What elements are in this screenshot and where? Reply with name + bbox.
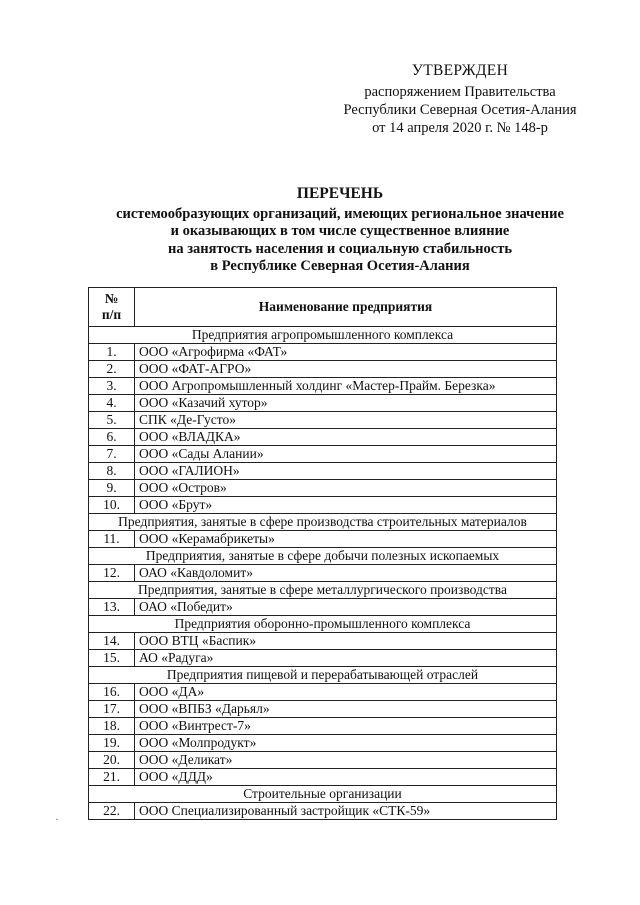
table-row [89, 446, 557, 463]
table-row [89, 701, 557, 718]
table-row [89, 378, 557, 395]
row-number: 18. [89, 718, 135, 735]
organization-name: ООО «Агрофирма «ФАТ» [135, 344, 557, 361]
table-header-row [89, 288, 557, 327]
organization-name: ОАО «Кавдоломит» [135, 565, 557, 582]
organization-name: ООО «ГАЛИОН» [135, 463, 557, 480]
organization-name: ООО ВТЦ «Баспик» [135, 633, 557, 650]
table-row [89, 599, 557, 616]
table-row [89, 463, 557, 480]
section-title: Строительные организации [89, 786, 557, 803]
organization-name: ООО «Керамабрикеты» [135, 531, 557, 548]
row-number: 1. [89, 344, 135, 361]
document-heading [60, 185, 620, 276]
organization-name: АО «Радуга» [135, 650, 557, 667]
organization-name: ООО «Казачий хутор» [135, 395, 557, 412]
row-number: 6. [89, 429, 135, 446]
table-row [89, 361, 557, 378]
row-number: 4. [89, 395, 135, 412]
row-number: 13. [89, 599, 135, 616]
row-number: 12. [89, 565, 135, 582]
organization-name: СПК «Де-Густо» [135, 412, 557, 429]
row-number: 3. [89, 378, 135, 395]
row-number: 10. [89, 497, 135, 514]
table-row [89, 735, 557, 752]
margin-mark: · [55, 812, 59, 826]
row-number: 19. [89, 735, 135, 752]
organization-name: ООО «ВПБЗ «Дарьял» [135, 701, 557, 718]
approval-line-1: распоряжением Правительства [364, 84, 556, 100]
heading-line-3: на занятость населения и социальную стабильность [167, 240, 513, 257]
table-row [89, 752, 557, 769]
table-row [89, 395, 557, 412]
table-body [89, 327, 557, 820]
organization-name: ООО «ДА» [135, 684, 557, 701]
row-number: 8. [89, 463, 135, 480]
organization-name: ООО Специализированный застройщик «СТК-59» [135, 803, 557, 820]
section-row [89, 548, 557, 565]
organization-name: ООО «Брут» [135, 497, 557, 514]
row-number: 21. [89, 769, 135, 786]
organization-name: ОАО «Победит» [135, 599, 557, 616]
table-row [89, 718, 557, 735]
document-title: ПЕРЕЧЕНЬ [296, 185, 384, 202]
section-row [89, 667, 557, 684]
table-row [89, 429, 557, 446]
section-row [89, 582, 557, 599]
section-title: Предприятия оборонно-промышленного комплекса [89, 616, 557, 633]
row-number: 2. [89, 361, 135, 378]
row-number: 5. [89, 412, 135, 429]
table-row [89, 565, 557, 582]
approval-stamp [330, 62, 590, 137]
row-number: 20. [89, 752, 135, 769]
section-row [89, 786, 557, 803]
approval-line-2: Республики Северная Осетия-Алания [343, 102, 577, 118]
table-row [89, 480, 557, 497]
organization-name: ООО «Остров» [135, 480, 557, 497]
table-row [89, 633, 557, 650]
organizations-table [88, 287, 557, 820]
row-number: 9. [89, 480, 135, 497]
section-title: Предприятия агропромышленного комплекса [89, 327, 557, 344]
table-row [89, 769, 557, 786]
row-number: 22. [89, 803, 135, 820]
table-row [89, 412, 557, 429]
section-title: Предприятия, занятые в сфере добычи полезных ископаемых [89, 548, 557, 565]
section-row [89, 514, 557, 531]
table-row [89, 684, 557, 701]
heading-line-4: в Республике Северная Осетия-Алания [210, 258, 470, 274]
header-number-abbr: п/п [101, 307, 122, 322]
organization-name: ООО «Винтрест-7» [135, 718, 557, 735]
organization-name: ООО «Деликат» [135, 752, 557, 769]
row-number: 15. [89, 650, 135, 667]
table-row [89, 531, 557, 548]
header-number-sign: № [104, 291, 119, 306]
row-number: 17. [89, 701, 135, 718]
section-title: Предприятия пищевой и перерабатывающей отраслей [89, 667, 557, 684]
heading-line-2: и оказывающих в том числе существенное влияние [170, 223, 510, 239]
section-title: Предприятия, занятые в сфере металлургического производства [89, 582, 557, 599]
row-number: 7. [89, 446, 135, 463]
section-title: Предприятия, занятые в сфере производства строительных материалов [89, 514, 557, 531]
table-row [89, 803, 557, 820]
approved-title: УТВЕРЖДЕН [411, 62, 509, 79]
table-row [89, 344, 557, 361]
organization-name: ООО «Молпродукт» [135, 735, 557, 752]
organization-name: ООО «ВЛАДКА» [135, 429, 557, 446]
organization-name: ООО «ДДД» [135, 769, 557, 786]
table-row [89, 497, 557, 514]
row-number: 11. [89, 531, 135, 548]
header-name: Наименование предприятия [135, 288, 557, 327]
header-number [89, 288, 135, 327]
organization-name: ООО «Сады Алании» [135, 446, 557, 463]
heading-line-1: системообразующих организаций, имеющих региональное значение [116, 205, 564, 222]
section-row [89, 327, 557, 344]
row-number: 16. [89, 684, 135, 701]
row-number: 14. [89, 633, 135, 650]
table-row [89, 650, 557, 667]
approval-line-3: от 14 апреля 2020 г. № 148-р [372, 120, 548, 136]
organization-name: ООО Агропромышленный холдинг «Мастер-Прайм. Березка» [135, 378, 557, 395]
section-row [89, 616, 557, 633]
organization-name: ООО «ФАТ-АГРО» [135, 361, 557, 378]
